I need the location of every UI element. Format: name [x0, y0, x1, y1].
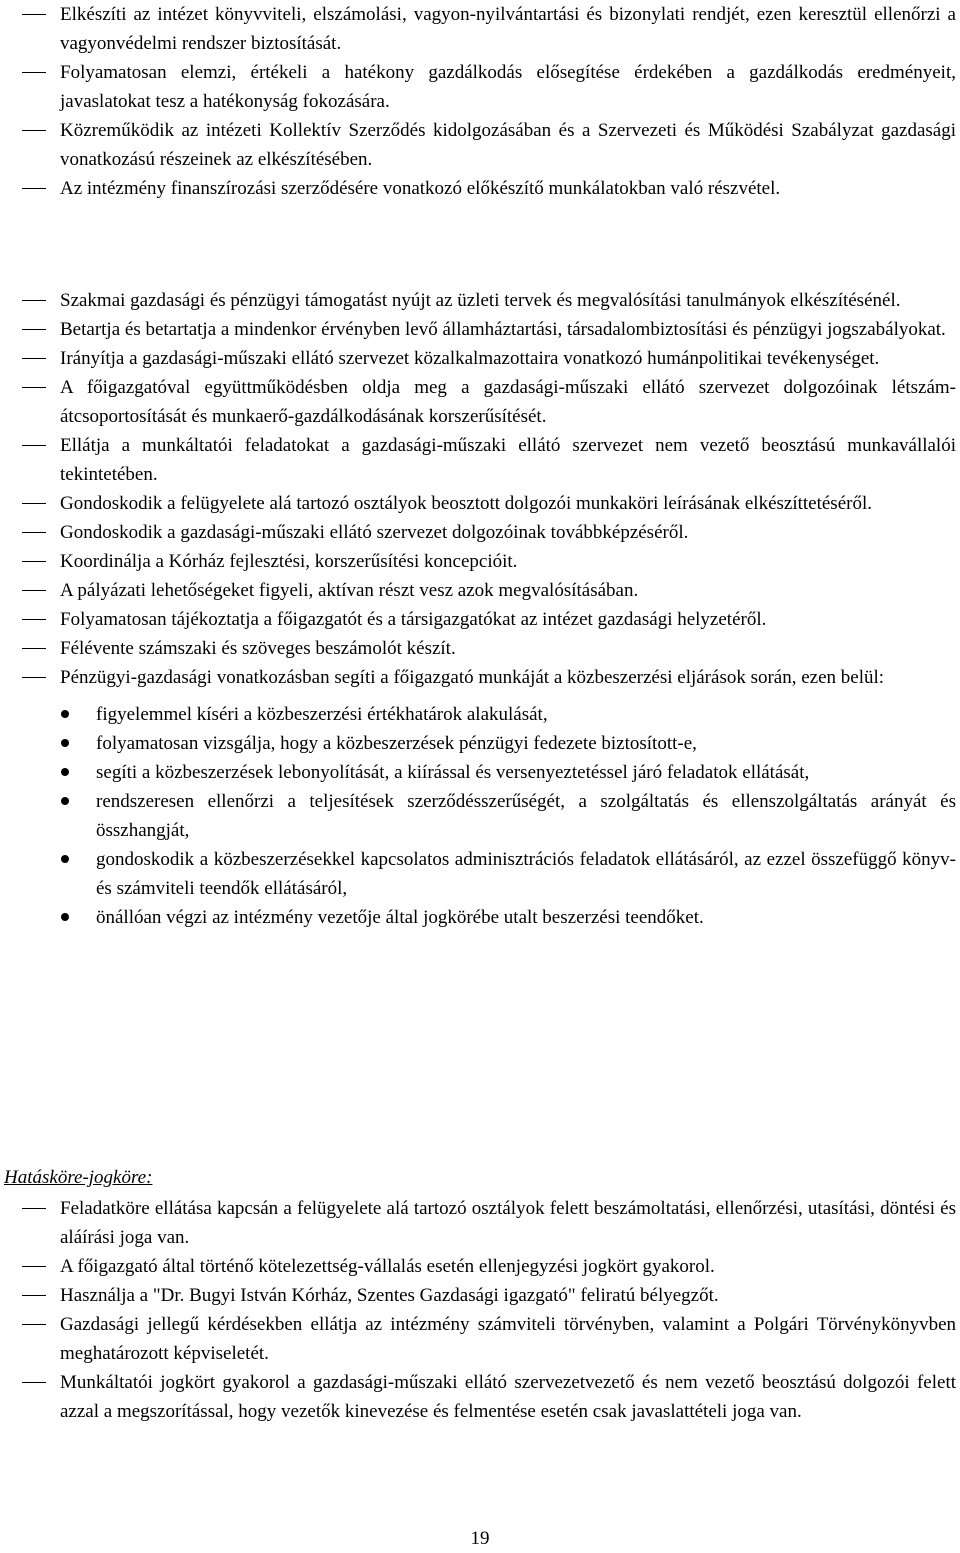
sub-list-item: figyelemmel kíséri a közbeszerzési értékhatárok alakulását,: [0, 700, 960, 729]
list-item: Szakmai gazdasági és pénzügyi támogatást nyújt az üzleti tervek és megvalósítási tanulmányok elkészítésénél.: [0, 286, 960, 315]
dash-marker: [22, 329, 46, 330]
section-heading: Hatásköre-jogköre:: [4, 1167, 153, 1188]
dash-marker: [22, 1295, 46, 1296]
list-item: Gazdasági jellegű kérdésekben ellátja az intézmény számviteli törvényben, valamint a Polgári Törvénykönyvben meghatározott képviseletét.: [0, 1310, 960, 1368]
bullet-marker: [61, 710, 69, 718]
dash-marker: [22, 387, 46, 388]
dash-marker: [22, 72, 46, 73]
duties-list-part-2: [0, 286, 960, 932]
dash-marker: [22, 1208, 46, 1209]
sub-list-item: folyamatosan vizsgálja, hogy a közbeszerzések pénzügyi fedezete biztosított-e,: [0, 729, 960, 758]
bullet-marker: [61, 913, 69, 921]
dash-marker: [22, 445, 46, 446]
dash-marker: [22, 1324, 46, 1325]
list-item: Betartja és betartatja a mindenkor érvényben levő államháztartási, társadalombiztosítási és pénzügyi jogszabályokat.: [0, 315, 960, 344]
dash-marker: [22, 188, 46, 189]
list-item: Gondoskodik a felügyelete alá tartozó osztályok beosztott dolgozói munkaköri leírásának elkészíttetéséről.: [0, 489, 960, 518]
list-item: A főigazgató által történő kötelezettség-vállalás esetén ellenjegyzési jogkört gyakorol.: [0, 1252, 960, 1281]
list-item: Pénzügyi-gazdasági vonatkozásban segíti a főigazgató munkáját a közbeszerzési eljárások során, ezen belül:: [0, 663, 960, 692]
list-item: Közreműködik az intézeti Kollektív Szerződés kidolgozásában és a Szervezeti és Működési Szabályzat gazdasági vonatkozású részeinek az elkészítésében.: [0, 116, 960, 174]
list-item: Feladatköre ellátása kapcsán a felügyelete alá tartozó osztályok felett beszámoltatási, ellenőrzési, utasítási, döntési és aláírási joga van.: [0, 1194, 960, 1252]
dash-marker: [22, 1266, 46, 1267]
dash-marker: [22, 590, 46, 591]
sub-list-item: önállóan végzi az intézmény vezetője által jogkörébe utalt beszerzési teendőket.: [0, 903, 960, 932]
list-item: Folyamatosan elemzi, értékeli a hatékony gazdálkodás elősegítése érdekében a gazdálkodás eredményeit, javaslatokat tesz a hatékonyság fokozására.: [0, 58, 960, 116]
bullet-marker: [61, 797, 69, 805]
dash-marker: [22, 130, 46, 131]
page-number: 19: [470, 1528, 490, 1549]
authority-list: [0, 1194, 960, 1426]
sub-list-item: segíti a közbeszerzések lebonyolítását, a kiírással és versenyeztetéssel járó feladatok ellátását,: [0, 758, 960, 787]
dash-marker: [22, 14, 46, 15]
dash-marker: [22, 619, 46, 620]
dash-marker: [22, 532, 46, 533]
list-item: Ellátja a munkáltatói feladatokat a gazdasági-műszaki ellátó szervezet nem vezető beosztású munkavállalói tekintetében.: [0, 431, 960, 489]
list-item: Munkáltatói jogkört gyakorol a gazdasági-műszaki ellátó szervezetvezető és nem vezető beosztású dolgozói felett azzal a megszorítással, hogy vezetők kinevezése és felmentése esetén csak javaslattételi joga van.: [0, 1368, 960, 1426]
list-item: Koordinálja a Kórház fejlesztési, korszerűsítési koncepcióit.: [0, 547, 960, 576]
list-item: Irányítja a gazdasági-műszaki ellátó szervezet közalkalmazottaira vonatkozó humánpolitikai tevékenységet.: [0, 344, 960, 373]
list-item: A főigazgatóval együttműködésben oldja meg a gazdasági-műszaki ellátó szervezet dolgozóinak létszám-átcsoportosítását és munkaerő-gazdálkodásának korszerűsítését.: [0, 373, 960, 431]
procurement-sub-list: [0, 700, 960, 932]
dash-marker: [22, 503, 46, 504]
list-item: Az intézmény finanszírozási szerződésére vonatkozó előkészítő munkálatokban való részvétel.: [0, 174, 960, 203]
dash-marker: [22, 1382, 46, 1383]
list-item: Elkészíti az intézet könyvviteli, elszámolási, vagyon-nyilvántartási és bizonylati rendjét, ezen keresztül ellenőrzi a vagyonvédelmi rendszer biztosítását.: [0, 0, 960, 58]
list-item: Folyamatosan tájékoztatja a főigazgatót és a társigazgatókat az intézet gazdasági helyzetéről.: [0, 605, 960, 634]
list-item: Félévente számszaki és szöveges beszámolót készít.: [0, 634, 960, 663]
dash-marker: [22, 300, 46, 301]
sub-list-item: rendszeresen ellenőrzi a teljesítések szerződésszerűségét, a szolgáltatás és ellenszolgáltatás arányát és összhangját,: [0, 787, 960, 845]
list-item: Gondoskodik a gazdasági-műszaki ellátó szervezet dolgozóinak továbbképzéséről.: [0, 518, 960, 547]
dash-marker: [22, 648, 46, 649]
dash-marker: [22, 677, 46, 678]
list-item: Használja a "Dr. Bugyi István Kórház, Szentes Gazdasági igazgató" feliratú bélyegzőt.: [0, 1281, 960, 1310]
bullet-marker: [61, 855, 69, 863]
bullet-marker: [61, 768, 69, 776]
dash-marker: [22, 561, 46, 562]
dash-marker: [22, 358, 46, 359]
list-item: A pályázati lehetőségeket figyeli, aktívan részt vesz azok megvalósításában.: [0, 576, 960, 605]
duties-list-part-1: [0, 0, 960, 203]
sub-list-item: gondoskodik a közbeszerzésekkel kapcsolatos adminisztrációs feladatok ellátásáról, az ezzel összefüggő könyv- és számviteli teendők ellátásáról,: [0, 845, 960, 903]
bullet-marker: [61, 739, 69, 747]
